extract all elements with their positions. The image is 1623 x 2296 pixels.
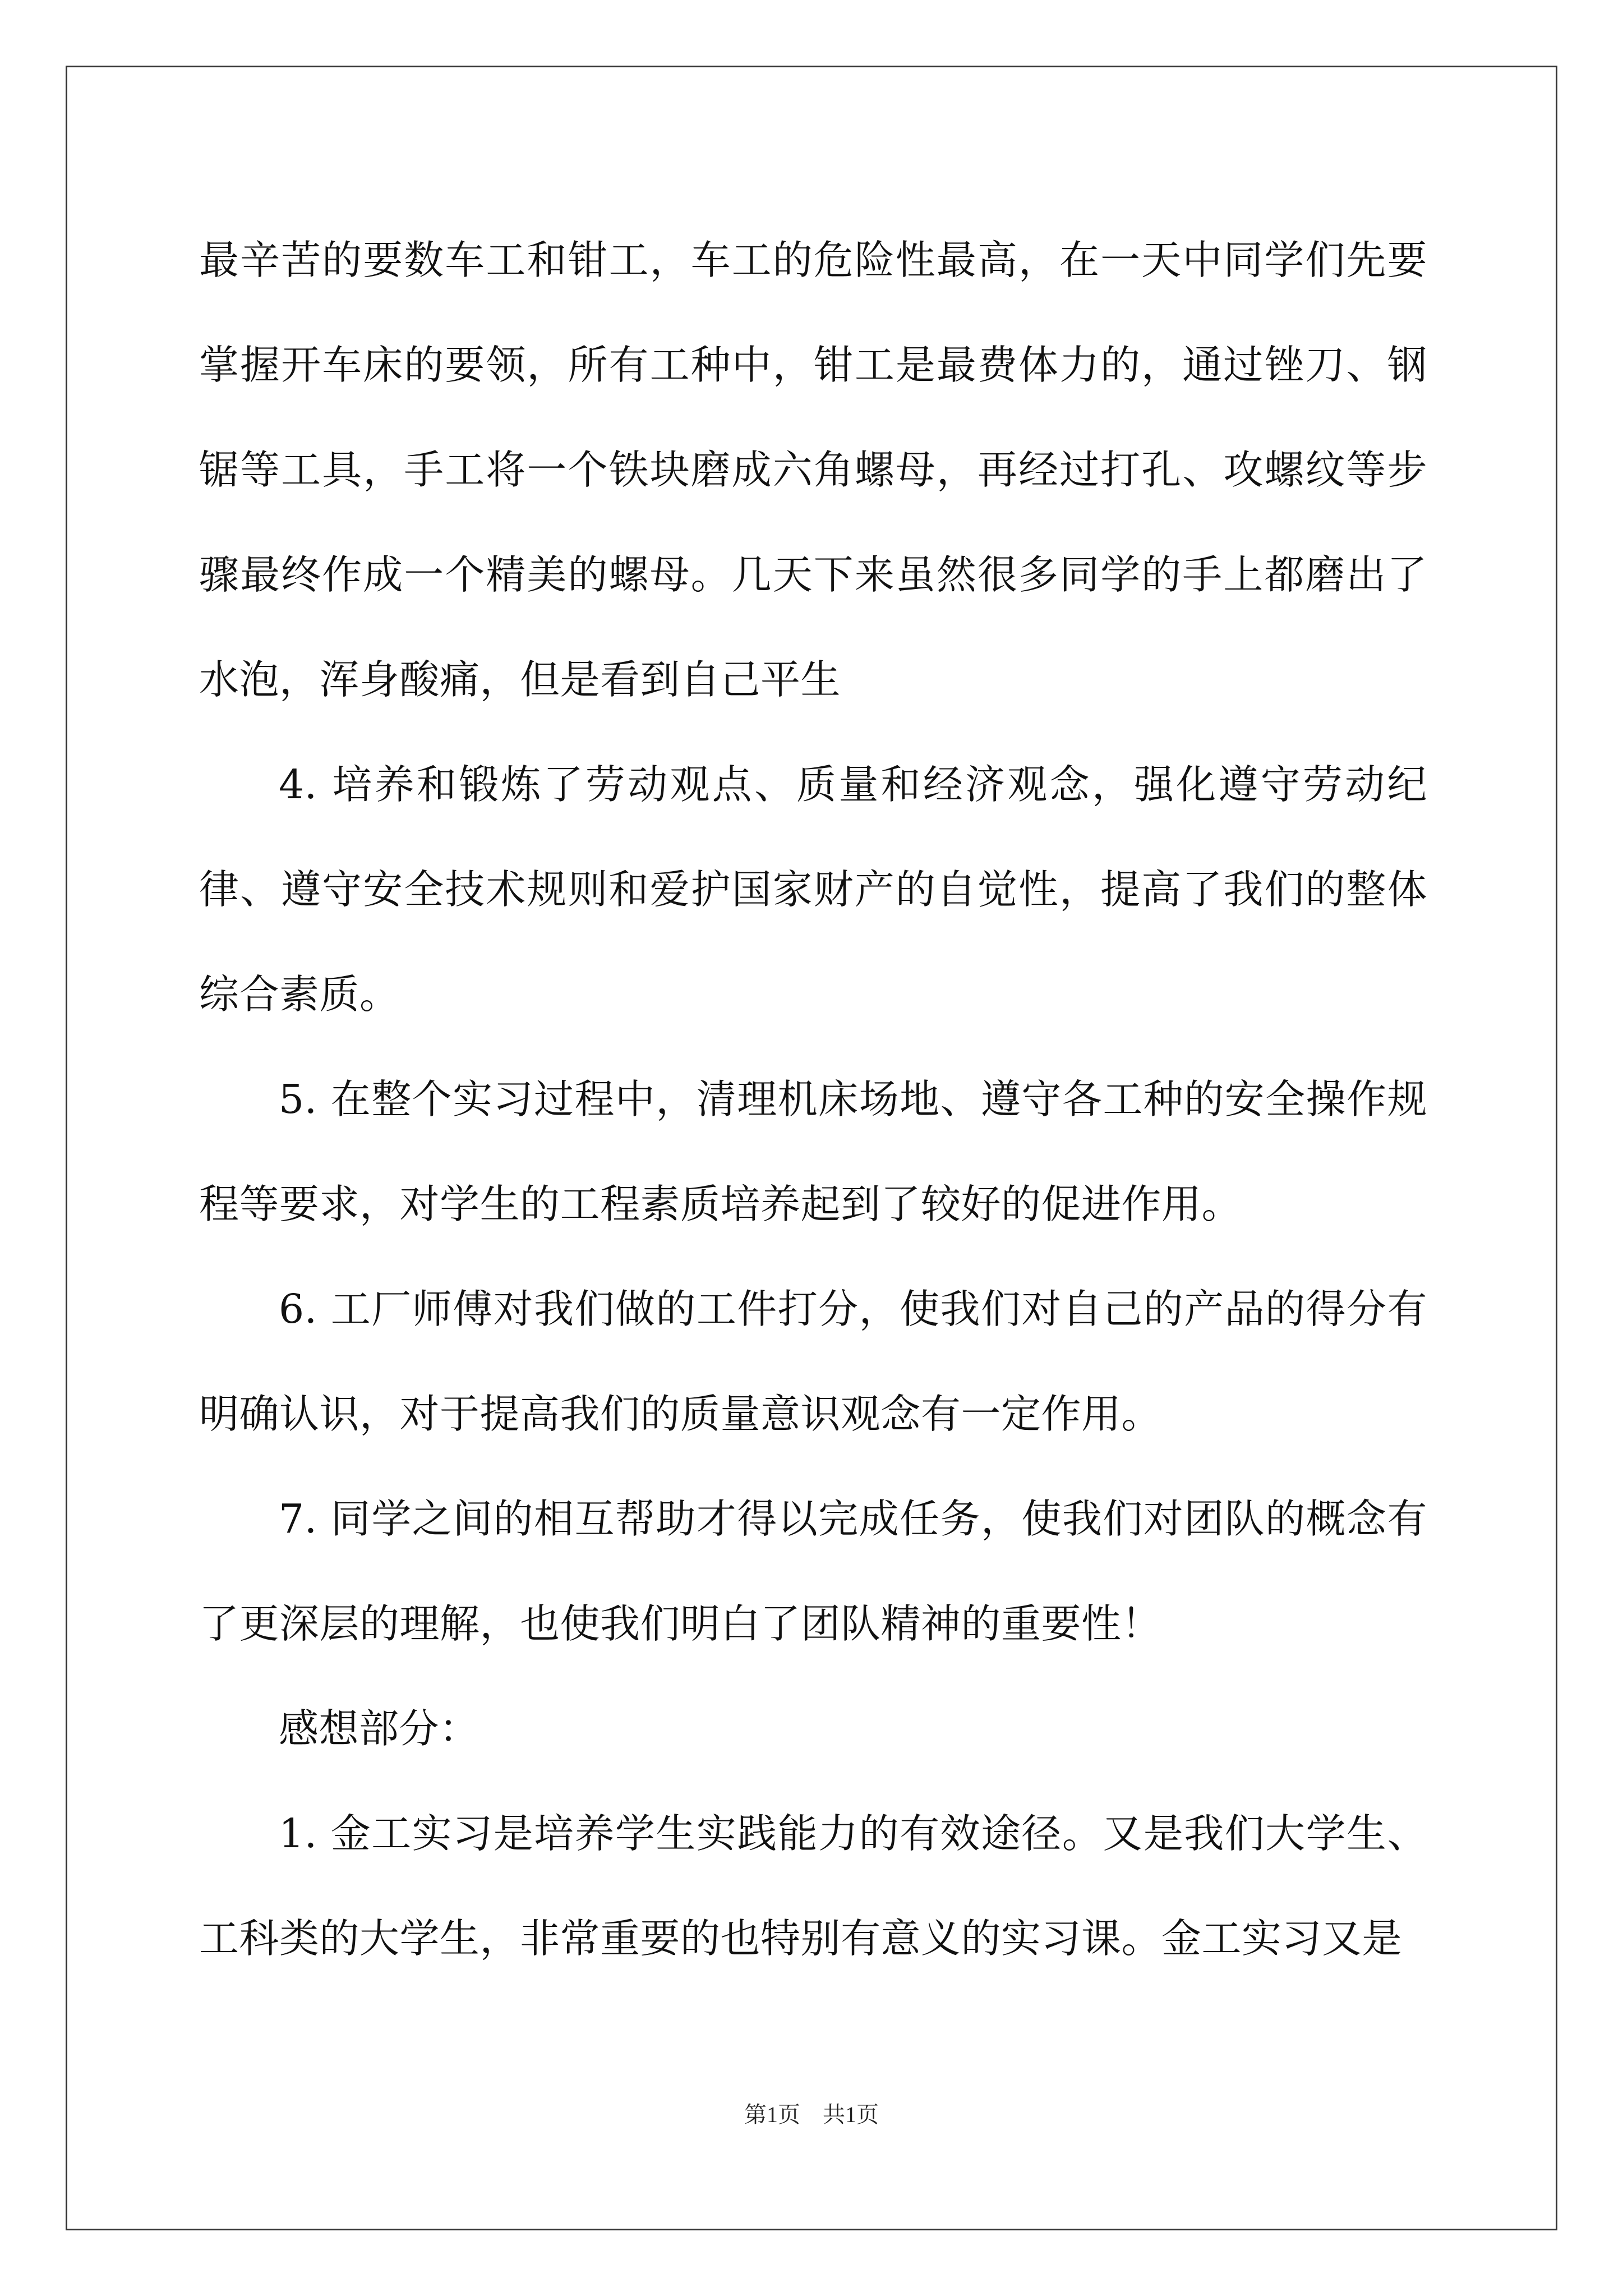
page-number: 第1页 [744,2102,800,2127]
paragraph-reflection-1: 1. 金工实习是培养学生实践能力的有效途径。又是我们大学生、工科类的大学生，非常重要的也特别有意义的实习课。金工实习又是 [199,1810,1427,1962]
page-total: 共1页 [823,2102,879,2127]
paragraph-continuation: 最辛苦的要数车工和钳工，车工的危险性最高，在一天中同学们先要掌握开车床的要领，所有工种中，钳工是最费体力的，通过锉刀、钢锯等工具，手工将一个铁块磨成六角螺母，再经过打孔、攻螺纹等步骤最终作成一个精美的螺母。几天下来虽然很多同学的手上都磨出了水泡，浑身酸痛，但是看到自己平生 [199,237,1427,703]
page-footer [0,2101,1623,2129]
paragraph-item-6: 6. 工厂师傅对我们做的工件打分，使我们对自己的产品的得分有明确认识，对于提高我们的质量意识观念有一定作用。 [199,1286,1427,1437]
paragraph-item-5: 5. 在整个实习过程中，清理机床场地、遵守各工种的安全操作规程等要求，对学生的工程素质培养起到了较好的促进作用。 [199,1076,1427,1227]
document-body [199,208,1427,1991]
section-heading-reflections: 感想部分： [279,1705,479,1752]
paragraph-item-7: 7. 同学之间的相互帮助才得以完成任务，使我们对团队的概念有了更深层的理解，也使我们明白了团队精神的重要性！ [199,1496,1427,1647]
paragraph-item-4: 4. 培养和锻炼了劳动观点、质量和经济观念，强化遵守劳动纪律、遵守安全技术规则和爱护国家财产的自觉性，提高了我们的整体综合素质。 [199,761,1427,1018]
